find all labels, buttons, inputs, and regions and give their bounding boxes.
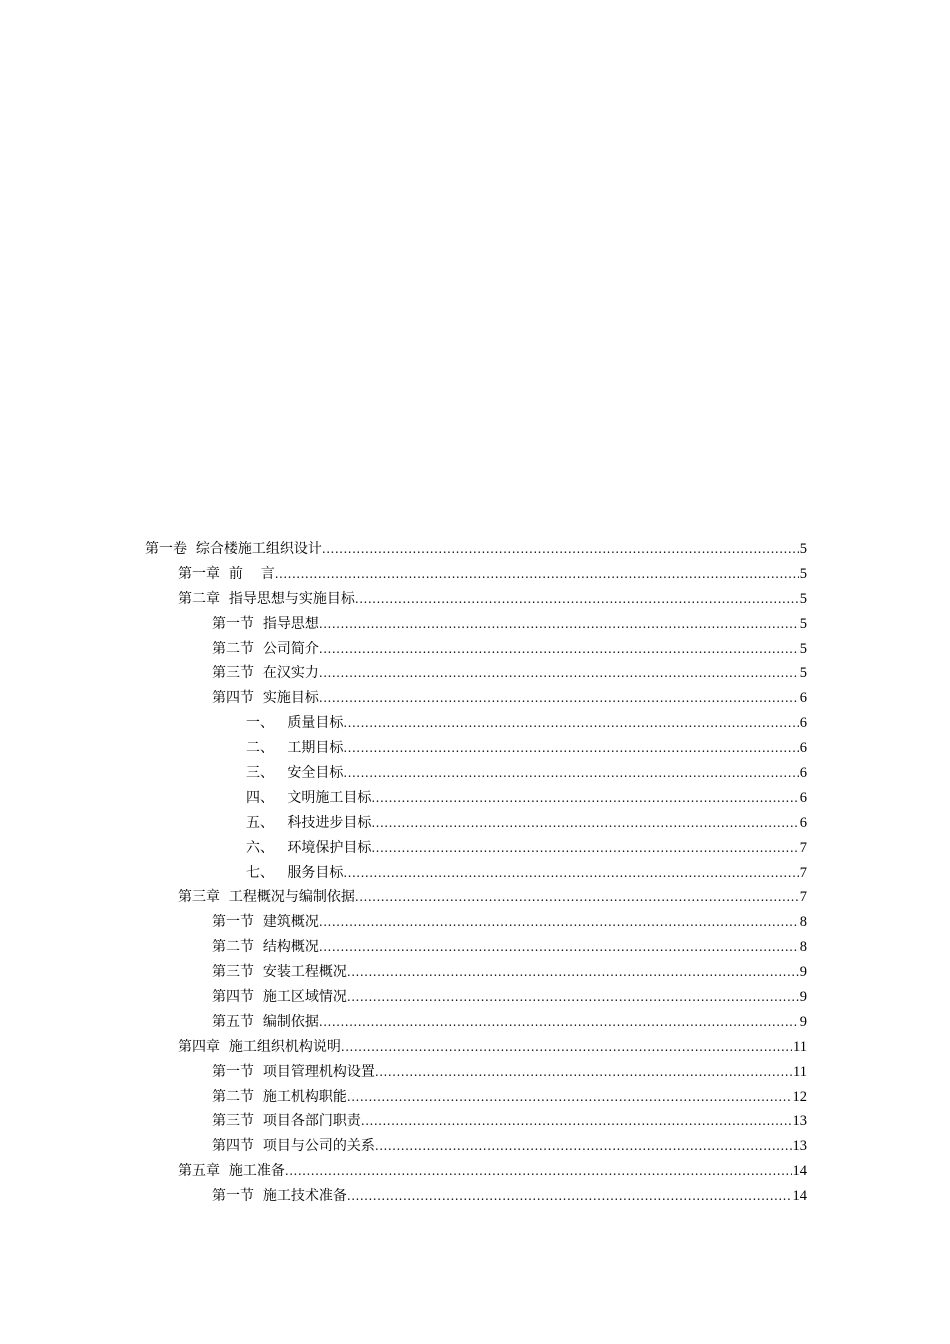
toc-entry-page-number: 13 <box>792 1138 807 1155</box>
toc-entry[interactable] <box>0 612 950 637</box>
toc-entry-title: 第四章 施工组织机构说明 <box>178 1038 341 1055</box>
dot-leader <box>319 612 799 637</box>
toc-entry[interactable] <box>0 1134 950 1159</box>
toc-entry-title: 七、 服务目标 <box>246 864 344 881</box>
dot-leader <box>355 587 799 612</box>
toc-entry-line <box>246 761 807 786</box>
toc-entry-title: 第一章 前 言 <box>178 565 275 582</box>
dot-leader <box>371 811 798 836</box>
toc-entry-title: 第三节 在汉实力 <box>212 665 319 682</box>
toc-entry[interactable] <box>0 1159 950 1184</box>
toc-entry[interactable] <box>0 761 950 786</box>
toc-entry-line <box>178 562 807 587</box>
toc-entry[interactable] <box>0 661 950 686</box>
toc-entry-line <box>178 587 807 612</box>
toc-entry-line <box>246 736 807 761</box>
toc-entry[interactable] <box>0 1085 950 1110</box>
toc-entry[interactable] <box>0 960 950 985</box>
toc-entry-title: 第二节 公司简介 <box>212 640 319 657</box>
toc-entry-line <box>178 1159 807 1184</box>
toc-entry-page-number: 5 <box>799 665 807 682</box>
dot-leader <box>275 562 799 587</box>
dot-leader <box>343 761 798 786</box>
toc-entry-title: 二、 工期目标 <box>246 740 344 757</box>
toc-entry[interactable] <box>0 811 950 836</box>
toc-entry[interactable] <box>0 985 950 1010</box>
toc-entry-page-number: 12 <box>792 1088 807 1105</box>
dot-leader <box>375 1134 792 1159</box>
toc-entry-line <box>212 1060 807 1085</box>
toc-entry[interactable] <box>0 587 950 612</box>
toc-entry-line <box>145 537 807 562</box>
toc-entry-page-number: 7 <box>799 839 807 856</box>
toc-entry-line <box>212 985 807 1010</box>
toc-entry-line <box>212 612 807 637</box>
toc-entry-title: 第一卷 综合楼施工组织设计 <box>145 541 322 557</box>
dot-leader <box>347 1184 792 1209</box>
toc-entry-title: 第三节 安装工程概况 <box>212 964 347 981</box>
toc-entry-title: 第五章 施工准备 <box>178 1163 285 1180</box>
toc-entry-title: 第三章 工程概况与编制依据 <box>178 889 355 906</box>
dot-leader <box>371 836 798 861</box>
toc-entry[interactable] <box>0 1060 950 1085</box>
toc-entry-page-number: 5 <box>799 590 807 607</box>
toc-entry[interactable] <box>0 1184 950 1209</box>
toc-entry-title: 第一节 建筑概况 <box>212 914 319 931</box>
toc-entry-line <box>212 686 807 711</box>
dot-leader <box>355 885 799 910</box>
toc-entry-title: 三、 安全目标 <box>246 765 344 782</box>
dot-leader <box>347 985 799 1010</box>
toc-entry[interactable] <box>0 836 950 861</box>
toc-entry[interactable] <box>0 786 950 811</box>
toc-entry-line <box>212 910 807 935</box>
toc-entry-line <box>246 861 807 886</box>
toc-entry-line <box>178 885 807 910</box>
toc-entry[interactable] <box>0 935 950 960</box>
toc-entry-title: 一、 质量目标 <box>246 715 344 732</box>
toc-entry-title: 六、 环境保护目标 <box>246 839 372 856</box>
toc-entry-title: 第二节 结构概况 <box>212 939 319 956</box>
toc-entry-line <box>212 1085 807 1110</box>
dot-leader <box>285 1159 792 1184</box>
toc-entry[interactable] <box>0 637 950 662</box>
toc-entry-page-number: 14 <box>792 1188 807 1205</box>
toc-entry-page-number: 6 <box>799 740 807 757</box>
toc-entry-line <box>212 1184 807 1209</box>
toc-entry-page-number: 5 <box>799 565 807 582</box>
toc-entry-page-number: 7 <box>799 889 807 906</box>
dot-leader <box>319 935 799 960</box>
dot-leader <box>361 1109 792 1134</box>
toc-entry-page-number: 5 <box>799 640 807 657</box>
dot-leader <box>343 861 798 886</box>
dot-leader <box>347 1085 792 1110</box>
toc-entry[interactable] <box>0 1010 950 1035</box>
dot-leader <box>319 910 799 935</box>
toc-entry-line <box>246 811 807 836</box>
toc-entry-page-number: 8 <box>799 939 807 956</box>
dot-leader <box>322 537 799 562</box>
toc-entry-line <box>246 836 807 861</box>
toc-entry-page-number: 6 <box>799 715 807 732</box>
toc-entry-title: 第二节 施工机构职能 <box>212 1088 347 1105</box>
toc-entry-page-number: 5 <box>799 541 807 557</box>
table-of-contents <box>0 537 950 1209</box>
toc-entry[interactable] <box>0 1109 950 1134</box>
toc-entry-title: 第四节 施工区域情况 <box>212 989 347 1006</box>
toc-entry-title: 四、 文明施工目标 <box>246 789 372 806</box>
toc-entry-title: 第一节 指导思想 <box>212 615 319 632</box>
toc-entry-title: 第二章 指导思想与实施目标 <box>178 590 355 607</box>
toc-entry-line <box>246 786 807 811</box>
toc-entry-page-number: 9 <box>799 1013 807 1030</box>
toc-entry-page-number: 6 <box>799 765 807 782</box>
dot-leader <box>319 1010 799 1035</box>
toc-entry-page-number: 9 <box>799 964 807 981</box>
toc-entry-line <box>212 1010 807 1035</box>
toc-entry-title: 第一节 施工技术准备 <box>212 1188 347 1205</box>
toc-entry-page-number: 6 <box>799 814 807 831</box>
dot-leader <box>319 686 799 711</box>
toc-entry-page-number: 11 <box>793 1063 807 1080</box>
toc-entry-title: 五、 科技进步目标 <box>246 814 372 831</box>
toc-entry-line <box>212 935 807 960</box>
toc-entry-title: 第五节 编制依据 <box>212 1013 319 1030</box>
toc-entry-title: 第一节 项目管理机构设置 <box>212 1063 375 1080</box>
toc-entry-line <box>178 1035 807 1060</box>
toc-entry-line <box>212 960 807 985</box>
toc-entry[interactable] <box>0 562 950 587</box>
dot-leader <box>343 736 798 761</box>
toc-entry-page-number: 6 <box>799 789 807 806</box>
toc-entry-title: 第四节 项目与公司的关系 <box>212 1138 375 1155</box>
toc-entry-line <box>212 637 807 662</box>
toc-entry[interactable] <box>0 1035 950 1060</box>
dot-leader <box>319 637 799 662</box>
toc-entry-line <box>246 711 807 736</box>
toc-entry-line <box>212 1109 807 1134</box>
toc-entry[interactable] <box>0 686 950 711</box>
toc-entry[interactable] <box>0 711 950 736</box>
toc-entry[interactable] <box>0 537 950 562</box>
toc-entry[interactable] <box>0 736 950 761</box>
dot-leader <box>319 661 799 686</box>
toc-entry-page-number: 8 <box>799 914 807 931</box>
toc-entry-title: 第四节 实施目标 <box>212 690 319 707</box>
dot-leader <box>371 786 798 811</box>
toc-entry-page-number: 7 <box>799 864 807 881</box>
toc-entry-page-number: 11 <box>793 1038 807 1055</box>
toc-entry-page-number: 13 <box>792 1113 807 1130</box>
dot-leader <box>347 960 799 985</box>
toc-entry-title: 第三节 项目各部门职责 <box>212 1113 361 1130</box>
toc-entry-page-number: 9 <box>799 989 807 1006</box>
toc-entry-page-number: 6 <box>799 690 807 707</box>
toc-entry-line <box>212 661 807 686</box>
toc-entry[interactable] <box>0 885 950 910</box>
toc-entry-page-number: 5 <box>799 615 807 632</box>
toc-entry-page-number: 14 <box>792 1163 807 1180</box>
dot-leader <box>343 711 798 736</box>
dot-leader <box>341 1035 792 1060</box>
toc-entry-line <box>212 1134 807 1159</box>
dot-leader <box>375 1060 792 1085</box>
toc-entry[interactable] <box>0 861 950 886</box>
toc-entry[interactable] <box>0 910 950 935</box>
